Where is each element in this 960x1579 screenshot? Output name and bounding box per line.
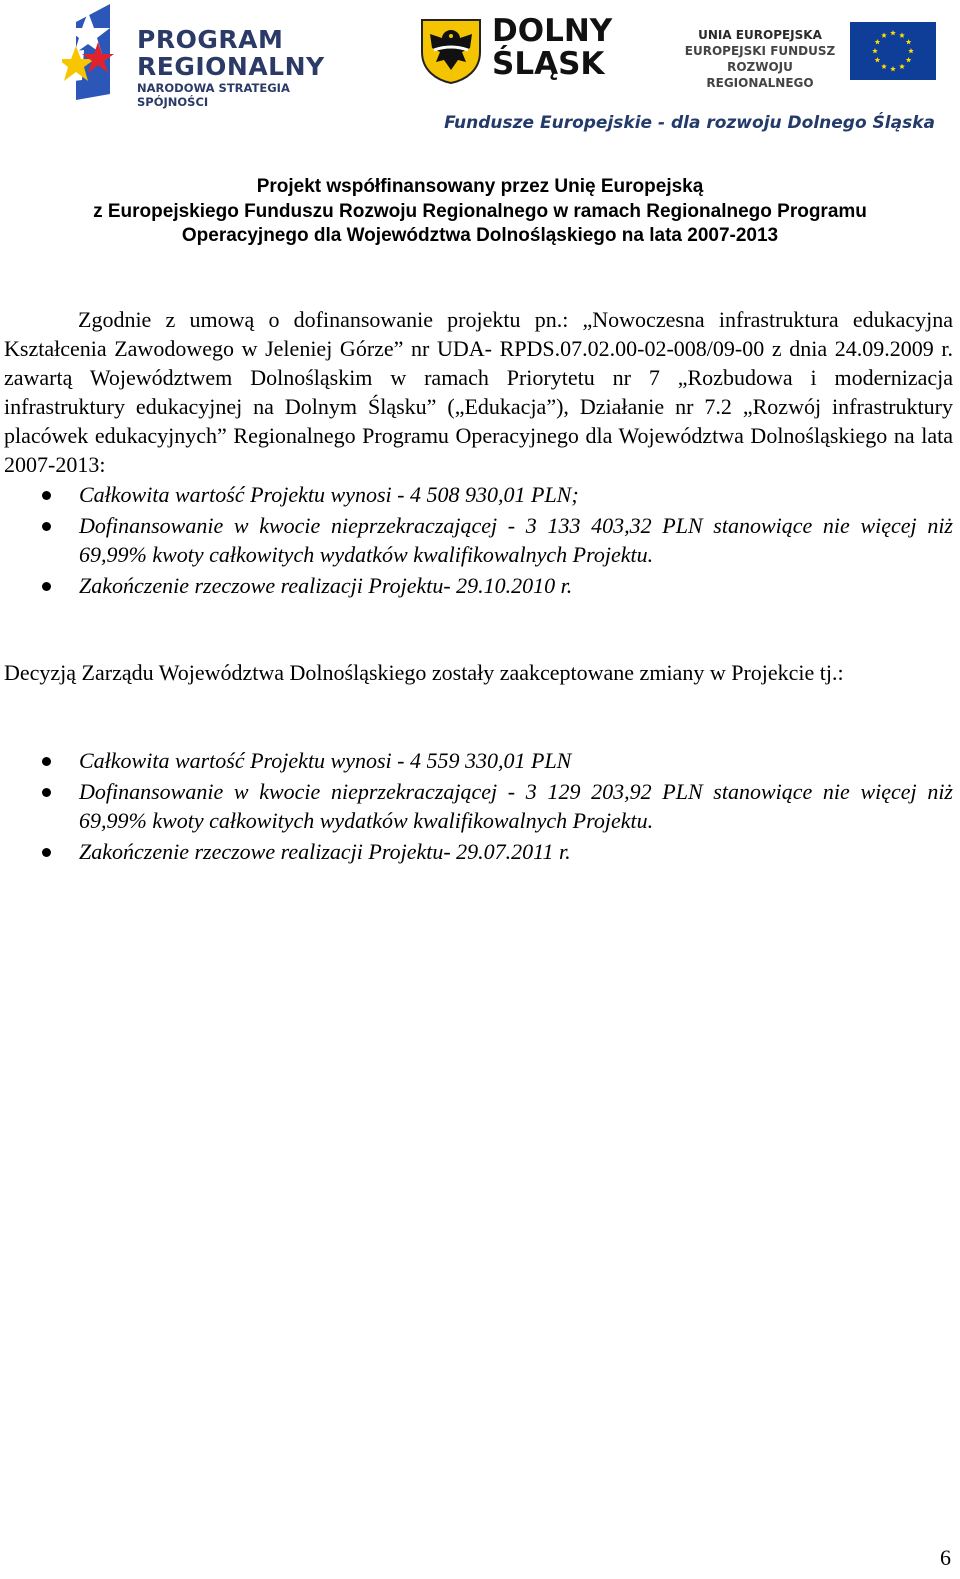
- list-item-text: Zakończenie rzeczowe realizacji Projektu- 29.10.2010 r.: [79, 573, 573, 598]
- bullet-icon: [42, 788, 51, 797]
- eu-star-icon: [908, 48, 914, 53]
- cofinancing-line-3: Operacyjnego dla Województwa Dolnośląskiego na lata 2007-2013: [181, 225, 779, 246]
- list-item-text: Całkowita wartość Projektu wynosi - 4 559 330,01 PLN: [79, 748, 572, 773]
- bullet-icon: [42, 582, 51, 591]
- bullet-icon: [42, 757, 51, 766]
- eu-star-icon: [881, 32, 887, 37]
- eu-star-icon: [906, 57, 912, 62]
- eu-star-icon: [899, 32, 905, 37]
- original-terms-list: [0, 480, 953, 602]
- list-item: [0, 837, 953, 866]
- list-item: [0, 511, 953, 569]
- bullet-icon: [42, 522, 51, 531]
- decision-paragraph: Decyzją Zarządu Województwa Dolnośląskiego zostały zaakceptowane zmiany w Projekcie tj.:: [4, 660, 844, 685]
- list-item-text: Zakończenie rzeczowe realizacji Projektu- 29.07.2011 r.: [79, 839, 571, 864]
- program-label: PROGRAM: [137, 25, 284, 54]
- agreement-paragraph: Zgodnie z umową o dofinansowanie projektu pn.: „Nowoczesna infrastruktura edukacyjna Kształcenia Zawodowego w Jeleniej Górze” nr UDA- RPDS.07.02.00-02-008/09-00 z dnia 24.09.2009 r. zawartą Województwem Dolnośląskim w ramach Priorytetu nr 7 „Rozbudowa i modernizacja infrastruktury edukacyjnej na Dolnym Śląsku” („Edukacja”), Działanie nr 7.2 „Rozwój infrastruktury placówek edukacyjnych” Regionalnego Programu Operacyjnego dla Województwa Dolnośląskiego na lata 2007-2013:: [4, 307, 953, 477]
- nss-label: NARODOWA STRATEGIA SPÓJNOŚCI: [137, 81, 290, 109]
- eu-star-icon: [875, 57, 881, 62]
- eu-star-icon: [890, 30, 896, 35]
- list-item: [0, 777, 953, 835]
- slask-label: ŚLĄSK: [492, 46, 605, 82]
- eu-star-icon: [881, 64, 887, 69]
- page-number: 6: [940, 1545, 951, 1570]
- regionalny-label: REGIONALNY: [137, 52, 325, 81]
- dolny-slask-logo: [420, 15, 620, 95]
- list-item: [0, 746, 953, 775]
- eu-star-icon: [906, 39, 912, 44]
- amended-terms-list: [0, 746, 953, 868]
- eu-logo: [680, 22, 940, 90]
- program-regionalny-logo: [62, 2, 362, 109]
- eu-regional-label: ROZWOJU REGIONALNEGO: [706, 60, 814, 90]
- eagle-coat-of-arms-icon: [420, 18, 482, 84]
- eu-fund-label: EUROPEJSKI FUNDUSZ: [684, 44, 836, 58]
- eu-star-icon: [899, 64, 905, 69]
- list-item: [0, 571, 953, 600]
- tagline: Fundusze Europejskie - dla rozwoju Dolnego Śląska: [444, 113, 935, 133]
- eu-star-icon: [872, 48, 878, 53]
- eu-star-icon: [890, 66, 896, 71]
- eu-label: UNIA EUROPEJSKA: [698, 28, 822, 42]
- cofinancing-line-1: Projekt współfinansowany przez Unię Europejską: [256, 176, 704, 197]
- cofinancing-statement: [0, 175, 960, 249]
- cofinancing-line-2: z Europejskiego Funduszu Rozwoju Regionalnego w ramach Regionalnego Programu: [93, 200, 867, 222]
- program-regionalny-flag-icon: [62, 2, 122, 102]
- list-item-text: Całkowita wartość Projektu wynosi - 4 508 930,01 PLN;: [79, 482, 579, 507]
- eu-star-icon: [875, 39, 881, 44]
- list-item-text: Dofinansowanie w kwocie nieprzekraczającej - 3 129 203,92 PLN stanowiące nie więcej niż 69,99% kwoty całkowitych wydatków kwalifikowalnych Projektu.: [79, 779, 953, 833]
- list-item-text: Dofinansowanie w kwocie nieprzekraczającej - 3 133 403,32 PLN stanowiące nie więcej niż 69,99% kwoty całkowitych wydatków kwalifikowalnych Projektu.: [79, 513, 953, 567]
- bullet-icon: [42, 491, 51, 500]
- dolny-label: DOLNY: [492, 13, 613, 49]
- list-item: [0, 480, 953, 509]
- bullet-icon: [42, 848, 51, 857]
- header: [0, 0, 960, 150]
- eu-flag-icon: [850, 22, 936, 80]
